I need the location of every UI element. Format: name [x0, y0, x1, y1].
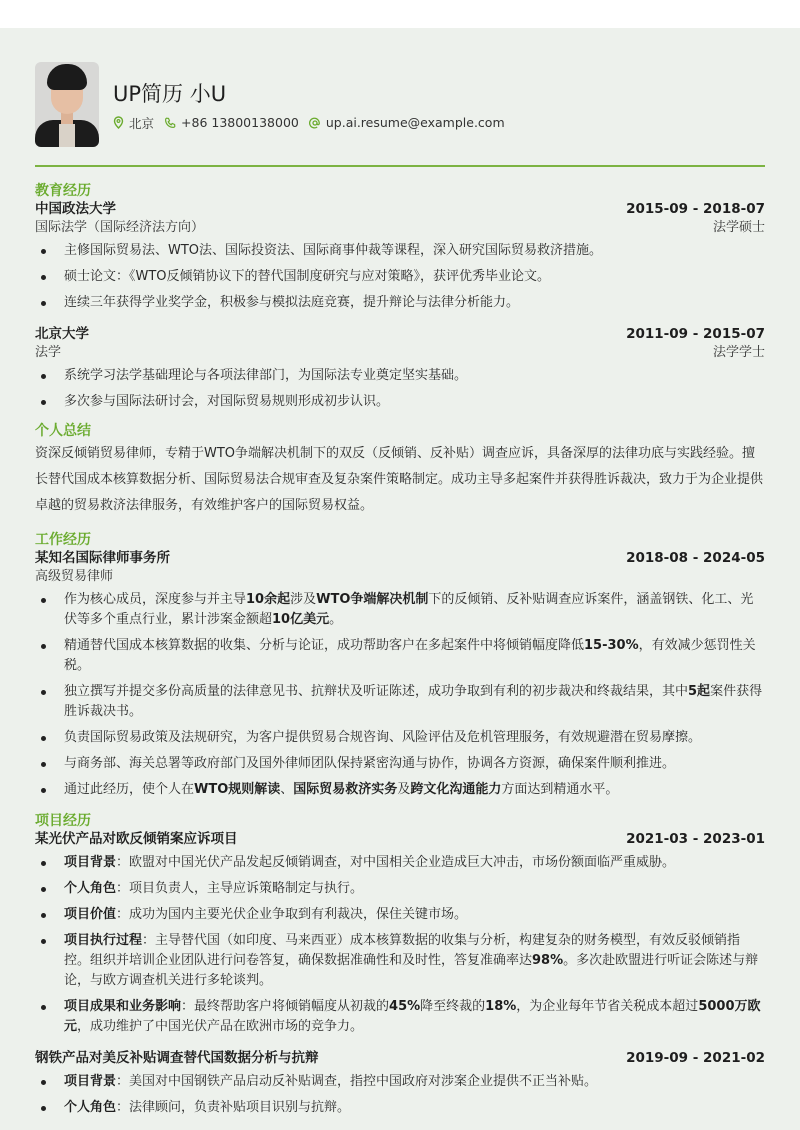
degree: 法学学士 — [712, 344, 765, 360]
list-item: 项目执行过程：主导替代国（如印度、马来西亚）成本核算数据的收集与分析，构建复杂的财务模型，有效反驳倾销指控。组织并培训企业团队进行问卷答复，确保数据准确性和及时性，答复准确率达98%。多次赴欧盟进行听证会陈述与辩论，与欧方调查机关进行多轮谈判。 — [35, 931, 765, 991]
resume-header — [35, 62, 765, 147]
education-date: 2015-09 - 2018-07 — [626, 200, 765, 217]
list-item: 主修国际贸易法、WTO法、国际投资法、国际商事仲裁等课程，深入研究国际贸易救济措施。 — [35, 241, 765, 261]
contact-email — [309, 115, 505, 130]
project-name: 钢铁产品对美反补贴调查替代国数据分析与抗辩 — [35, 1049, 319, 1066]
candidate-name: UP简历 小U — [113, 81, 227, 106]
list-item: 系统学习法学基础理论与各项法律部门，为国际法专业奠定坚实基础。 — [35, 366, 765, 386]
header-divider — [35, 165, 765, 167]
company-name: 某知名国际律师事务所 — [35, 549, 170, 566]
list-item: 个人角色：项目负责人，主导应诉策略制定与执行。 — [35, 879, 765, 899]
list-item: 独立撰写并提交多份高质量的法律意见书、抗辩状及听证陈述，成功争取到有利的初步裁决和终裁结果，其中5起案件获得胜诉裁决书。 — [35, 682, 765, 722]
list-item: 项目背景：欧盟对中国光伏产品发起反倾销调查，对中国相关企业造成巨大冲击，市场份额面临严重威胁。 — [35, 853, 765, 873]
section-title-summary: 个人总结 — [35, 422, 91, 439]
section-title-projects: 项目经历 — [35, 812, 91, 829]
list-item: 通过此经历，使个人在WTO规则解读、国际贸易救济实务及跨文化沟通能力方面达到精通水平。 — [35, 780, 765, 800]
project-name: 某光伏产品对欧反倾销案应诉项目 — [35, 830, 238, 847]
list-item: 项目价值：成功为国内主要光伏企业争取到有利裁决，保住关键市场。 — [35, 905, 765, 925]
avatar-shirt-shape — [59, 124, 75, 147]
list-item: 连续三年获得学业奖学金，积极参与模拟法庭竞赛，提升辩论与法律分析能力。 — [35, 293, 765, 313]
section-title-education: 教育经历 — [35, 182, 91, 199]
list-item: 项目背景：美国对中国钢铁产品启动反补贴调查，指控中国政府对涉案企业提供不正当补贴。 — [35, 1072, 765, 1092]
education-entry — [35, 200, 765, 313]
education-date: 2011-09 - 2015-07 — [626, 325, 765, 342]
school-name: 北京大学 — [35, 325, 89, 342]
avatar-hair-shape — [47, 64, 87, 90]
list-item: 与商务部、海关总署等政府部门及国外律师团队保持紧密沟通与协作，协调各方资源，确保案件顺利推进。 — [35, 754, 765, 774]
work-bullets — [35, 590, 765, 800]
project-date: 2021-03 - 2023-01 — [626, 830, 765, 847]
project-entry — [35, 830, 765, 1037]
section-title-work: 工作经历 — [35, 531, 91, 548]
list-item: 负责国际贸易政策及法规研究，为客户提供贸易合规咨询、风险评估及危机管理服务，有效规避潜在贸易摩擦。 — [35, 728, 765, 748]
project-entry — [35, 1049, 765, 1118]
top-blank-bar — [0, 0, 800, 28]
degree: 法学硕士 — [712, 219, 765, 235]
list-item: 个人角色：法律顾问，负责补贴项目识别与抗辩。 — [35, 1098, 765, 1118]
major: 国际法学（国际经济法方向） — [35, 219, 205, 235]
list-item: 项目成果和业务影响：最终帮助客户将倾销幅度从初裁的45%降至终裁的18%，为企业每年节省关税成本超过5000万欧元，成功维护了中国光伏产品在欧洲市场的竞争力。 — [35, 997, 765, 1037]
at-sign-icon — [309, 117, 321, 129]
list-item: 多次参与国际法研讨会，对国际贸易规则形成初步认识。 — [35, 392, 765, 412]
project-bullets — [35, 853, 765, 1037]
work-entry — [35, 549, 765, 800]
list-item: 作为核心成员，深度参与并主导10余起涉及WTO争端解决机制下的反倾销、反补贴调查应诉案件，涵盖钢铁、化工、光伏等多个重点行业，累计涉案金额超10亿美元。 — [35, 590, 765, 630]
summary-text: 资深反倾销贸易律师，专精于WTO争端解决机制下的双反（反倾销、反补贴）调查应诉，具备深厚的法律功底与实践经验。擅长替代国成本核算数据分析、国际贸易法合规审查及复杂案件策略制定。成功主导多起案件并获得胜诉裁决，致力于为企业提供卓越的贸易救济法律服务，有效维护客户的国际贸易权益。 — [35, 445, 764, 513]
location-text: 北京 — [129, 115, 155, 131]
project-date: 2019-09 - 2021-02 — [626, 1049, 765, 1066]
email-text[interactable]: up.ai.resume@example.com — [325, 115, 505, 130]
contact-phone — [164, 115, 299, 130]
contact-location — [113, 114, 154, 132]
phone-text: +86 13800138000 — [181, 115, 299, 130]
list-item: 精通替代国成本核算数据的收集、分析与论证，成功帮助客户在多起案件中将倾销幅度降低15-30%，有效减少惩罚性关税。 — [35, 636, 765, 676]
education-entry — [35, 325, 765, 412]
work-date: 2018-08 - 2024-05 — [626, 549, 765, 566]
list-item: 硕士论文：《WTO反倾销协议下的替代国制度研究与应对策略》，获评优秀毕业论文。 — [35, 267, 765, 287]
header-info — [113, 78, 515, 132]
resume-page — [0, 28, 800, 1130]
map-pin-icon — [113, 116, 124, 129]
education-bullets — [35, 366, 765, 412]
phone-icon — [164, 117, 176, 129]
major: 法学 — [35, 344, 62, 360]
education-bullets — [35, 241, 765, 313]
school-name: 中国政法大学 — [35, 200, 116, 217]
contact-list — [113, 114, 515, 132]
education-section — [35, 200, 765, 412]
job-role: 高级贸易律师 — [35, 568, 114, 584]
project-bullets — [35, 1072, 765, 1118]
avatar — [35, 62, 99, 147]
